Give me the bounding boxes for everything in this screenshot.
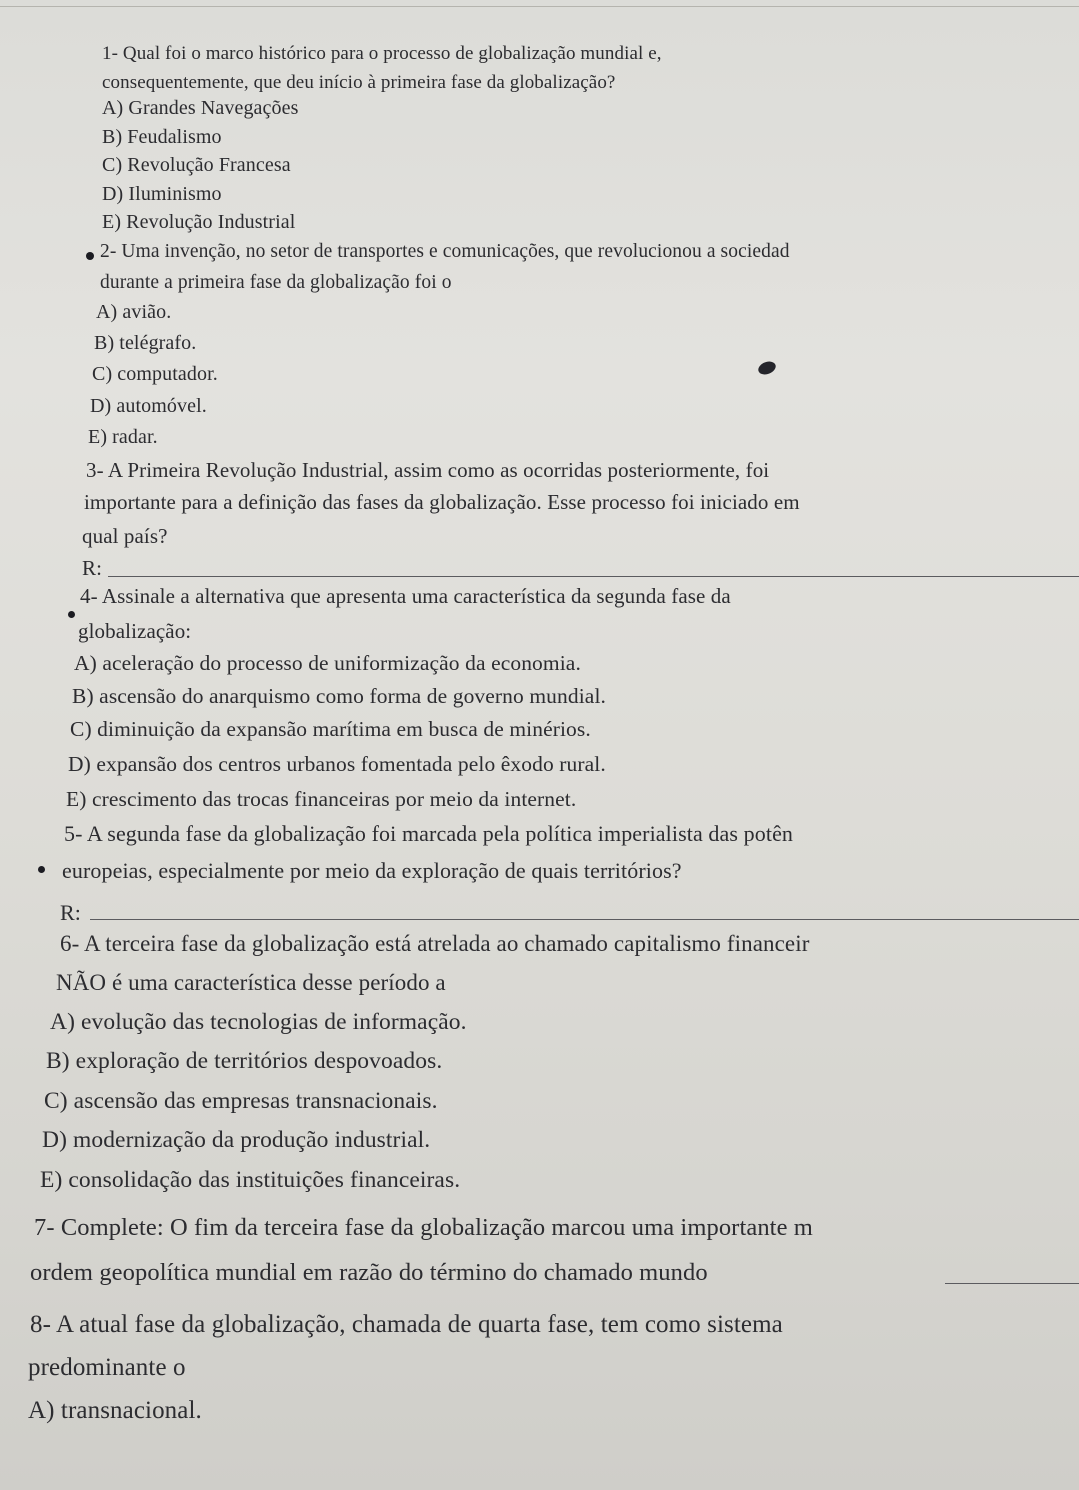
question-1-option-d: D) Iluminismo — [102, 183, 222, 205]
question-1-line-1: 1- Qual foi o marco histórico para o processo de globalização mundial e, — [102, 43, 662, 64]
question-5-answer-line — [90, 919, 1079, 920]
question-2-option-d: D) automóvel. — [90, 395, 207, 417]
question-4-line-2: globalização: — [78, 619, 192, 643]
question-3-answer-line — [108, 576, 1079, 577]
question-1-option-c: C) Revolução Francesa — [102, 154, 291, 176]
question-3-line-1: 3- A Primeira Revolução Industrial, assim como as ocorridas posteriormente, foi — [86, 458, 770, 482]
question-2-option-e: E) radar. — [88, 426, 158, 448]
question-6-line-1: 6- A terceira fase da globalização está atrelada ao chamado capitalismo financeir — [60, 931, 810, 956]
question-4-option-e: E) crescimento das trocas financeiras por meio da internet. — [66, 787, 577, 811]
question-4-option-b: B) ascensão do anarquismo como forma de governo mundial. — [72, 684, 606, 708]
question-5-answer-label: R: — [60, 900, 81, 925]
question-2-option-b: B) telégrafo. — [94, 332, 197, 354]
question-7-answer-line — [945, 1283, 1079, 1284]
question-4-option-c: C) diminuição da expansão marítima em busca de minérios. — [70, 717, 591, 741]
question-2-option-c: C) computador. — [92, 363, 218, 385]
question-6-option-c: C) ascensão das empresas transnacionais. — [44, 1088, 438, 1114]
question-6-option-a: A) evolução das tecnologias de informação. — [50, 1009, 467, 1035]
question-4-line-1: 4- Assinale a alternativa que apresenta uma característica da segunda fase da — [80, 584, 731, 608]
question-2-line-1: 2- Uma invenção, no setor de transportes e comunicações, que revolucionou a sociedad — [100, 241, 790, 262]
question-3-answer-label: R: — [82, 556, 103, 580]
question-8-line-2: predominante o — [28, 1354, 186, 1381]
question-1-option-a: A) Grandes Navegações — [102, 97, 299, 119]
question-2-line-2: durante a primeira fase da globalização foi o — [100, 272, 452, 293]
ink-smudge — [756, 359, 777, 376]
bullet-dot — [38, 866, 45, 873]
question-1-option-e: E) Revolução Industrial — [102, 211, 296, 233]
question-6-option-b: B) exploração de territórios despovoados. — [46, 1048, 443, 1074]
question-4-option-d: D) expansão dos centros urbanos fomentada pelo êxodo rural. — [68, 752, 606, 776]
question-2-option-a: A) avião. — [96, 301, 172, 323]
question-7-line-1: 7- Complete: O fim da terceira fase da globalização marcou uma importante m — [34, 1214, 813, 1241]
question-8-line-1: 8- A atual fase da globalização, chamada de quarta fase, tem como sistema — [30, 1311, 783, 1338]
question-6-line-2: NÃO é uma característica desse período a — [56, 970, 446, 995]
bullet-dot — [86, 252, 94, 260]
page-top-border — [0, 6, 1079, 7]
question-7-line-2: ordem geopolítica mundial em razão do término do chamado mundo — [30, 1259, 708, 1286]
question-5-line-2: europeias, especialmente por meio da exploração de quais territórios? — [62, 858, 682, 883]
question-3-line-2: importante para a definição das fases da globalização. Esse processo foi iniciado em — [84, 490, 800, 514]
bullet-dot — [68, 611, 75, 618]
question-5-line-1: 5- A segunda fase da globalização foi marcada pela política imperialista das potên — [64, 821, 794, 846]
question-1-line-2: consequentemente, que deu início à primeira fase da globalização? — [102, 72, 616, 93]
question-8-option-a: A) transnacional. — [28, 1397, 202, 1424]
question-4-option-a: A) aceleração do processo de uniformização da economia. — [74, 651, 581, 675]
question-1-option-b: B) Feudalismo — [102, 126, 222, 148]
question-6-option-d: D) modernização da produção industrial. — [42, 1127, 431, 1153]
question-6-option-e: E) consolidação das instituições financeiras. — [40, 1167, 461, 1193]
question-3-line-3: qual país? — [82, 524, 168, 548]
